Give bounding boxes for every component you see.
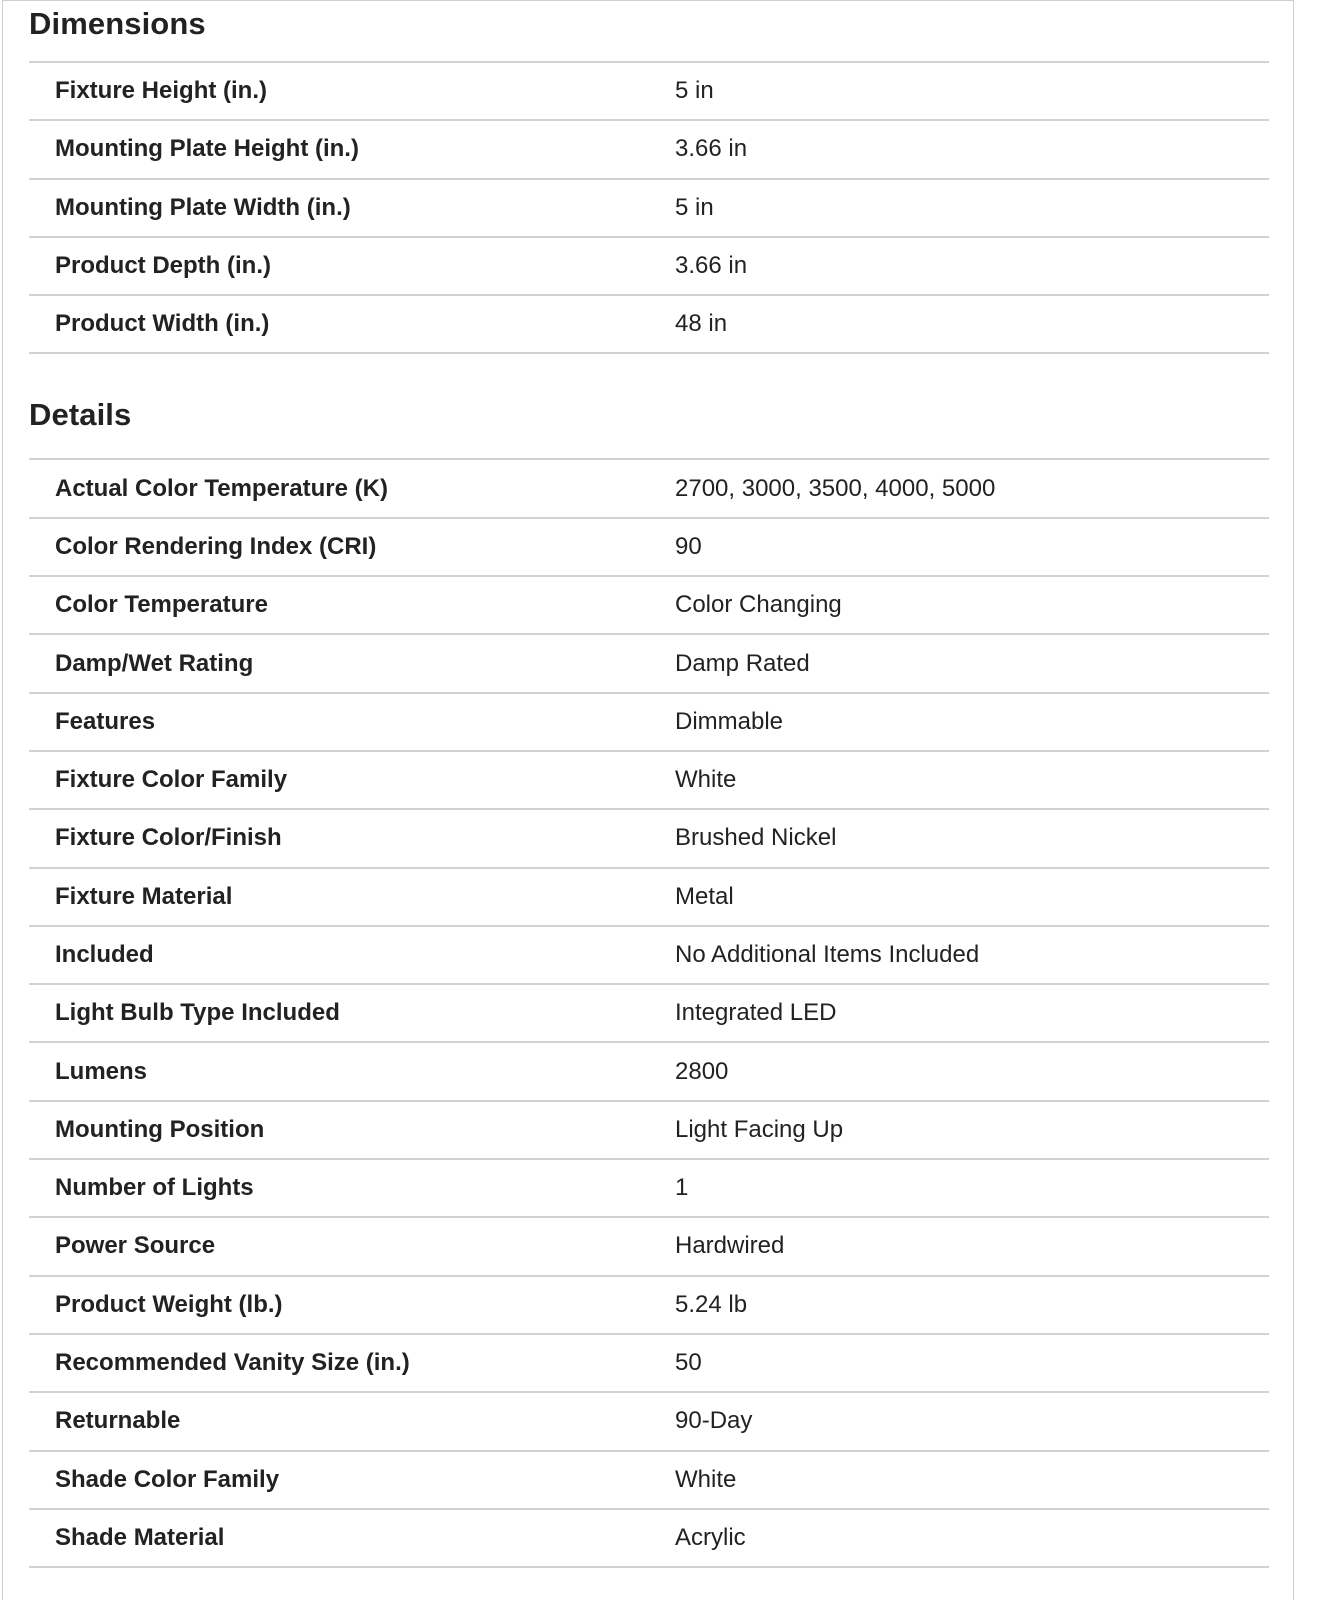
spec-label: Actual Color Temperature (K)	[55, 474, 388, 502]
spec-row	[29, 459, 1269, 517]
spec-value: 90-Day	[675, 1407, 753, 1435]
spec-label: Mounting Plate Height (in.)	[55, 135, 359, 163]
spec-value: 2700, 3000, 3500, 4000, 5000	[675, 474, 996, 502]
spec-label: Shade Color Family	[55, 1465, 280, 1493]
section-title-dimensions: Dimensions	[29, 6, 206, 41]
spec-row	[29, 1334, 1269, 1392]
spec-row	[29, 1217, 1269, 1275]
spec-label: Product Width (in.)	[55, 310, 270, 338]
spec-row	[29, 1451, 1269, 1509]
spec-row	[29, 1159, 1269, 1217]
spec-value: 5.24 lb	[675, 1290, 748, 1318]
dimensions-section	[3, 1, 1293, 354]
spec-row	[29, 984, 1269, 1042]
spec-row	[29, 1392, 1269, 1450]
spec-row	[29, 518, 1269, 576]
details-section	[3, 354, 1293, 1568]
spec-row	[29, 926, 1269, 984]
spec-value: 50	[675, 1349, 702, 1377]
spec-value: 5 in	[675, 77, 714, 105]
spec-value: Dimmable	[675, 707, 784, 735]
spec-label: Fixture Height (in.)	[55, 77, 267, 105]
spec-value: Acrylic	[675, 1523, 746, 1551]
spec-value: White	[675, 766, 737, 794]
spec-value: Damp Rated	[675, 649, 810, 677]
spec-row	[29, 1101, 1269, 1159]
spec-value: 3.66 in	[675, 135, 748, 163]
spec-value: No Additional Items Included	[675, 941, 980, 968]
spec-label: Product Weight (lb.)	[55, 1290, 283, 1318]
spec-label: Features	[55, 707, 156, 735]
spec-label: Fixture Material	[55, 882, 233, 910]
spec-value: 90	[675, 532, 702, 560]
spec-row	[29, 237, 1269, 295]
spec-label: Light Bulb Type Included	[55, 999, 340, 1027]
spec-label: Recommended Vanity Size (in.)	[55, 1349, 410, 1377]
spec-row	[29, 179, 1269, 237]
dimensions-spec-table	[29, 61, 1269, 354]
spec-label: Power Source	[55, 1232, 216, 1260]
spec-value: 48 in	[675, 310, 728, 338]
spec-value: 5 in	[675, 193, 714, 221]
spec-row	[29, 120, 1269, 178]
specifications-panel	[2, 0, 1294, 1600]
spec-row	[29, 295, 1269, 353]
spec-label: Color Temperature	[55, 591, 268, 619]
spec-value: 2800	[675, 1057, 729, 1085]
spec-label: Fixture Color/Finish	[55, 824, 282, 852]
spec-value: Color Changing	[675, 591, 842, 619]
spec-label: Fixture Color Family	[55, 766, 288, 794]
spec-label: Returnable	[55, 1407, 181, 1435]
spec-row	[29, 62, 1269, 120]
spec-row	[29, 809, 1269, 867]
spec-value: Brushed Nickel	[675, 824, 837, 852]
spec-value: Light Facing Up	[675, 1115, 844, 1143]
spec-label: Damp/Wet Rating	[55, 649, 254, 677]
spec-value: Hardwired	[675, 1232, 785, 1260]
spec-row	[29, 1509, 1269, 1567]
spec-value: 1	[675, 1174, 689, 1202]
spec-label: Shade Material	[55, 1523, 225, 1551]
spec-row	[29, 868, 1269, 926]
spec-row	[29, 693, 1269, 751]
spec-row	[29, 634, 1269, 692]
spec-label: Product Depth (in.)	[55, 252, 271, 280]
spec-label: Number of Lights	[55, 1174, 254, 1202]
spec-value: White	[675, 1465, 737, 1493]
spec-label: Lumens	[55, 1057, 148, 1085]
spec-row	[29, 576, 1269, 634]
spec-row	[29, 1276, 1269, 1334]
spec-label: Color Rendering Index (CRI)	[55, 532, 377, 560]
section-title-details: Details	[29, 397, 132, 433]
spec-value: Metal	[675, 882, 734, 910]
spec-row	[29, 1042, 1269, 1100]
spec-row	[29, 751, 1269, 809]
spec-label: Mounting Position	[55, 1115, 265, 1143]
spec-value: Integrated LED	[675, 999, 837, 1027]
details-spec-table	[29, 458, 1269, 1568]
spec-label: Included	[55, 941, 154, 968]
spec-label: Mounting Plate Width (in.)	[55, 193, 351, 221]
spec-value: 3.66 in	[675, 252, 748, 280]
